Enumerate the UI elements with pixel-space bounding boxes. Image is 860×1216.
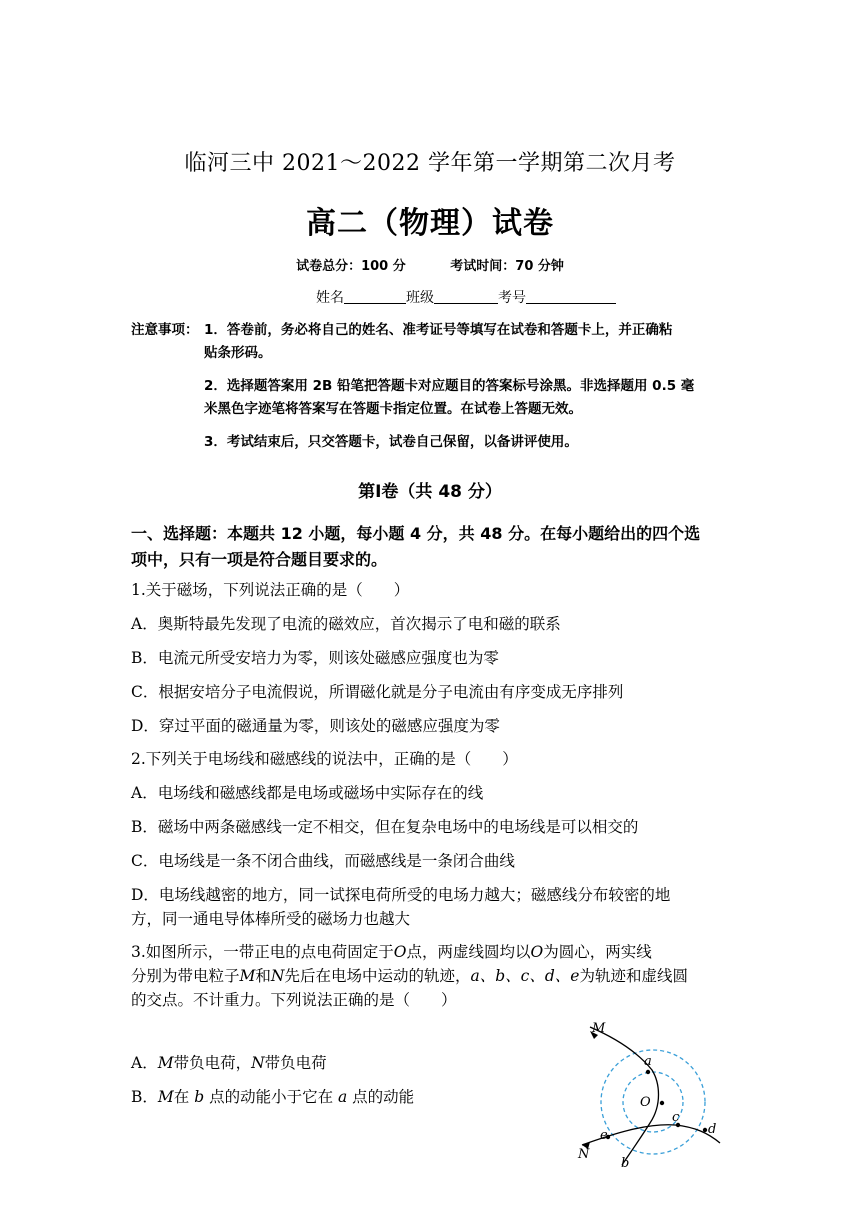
q3-var-m: M xyxy=(239,967,256,985)
q3-opt-text: B． xyxy=(131,1088,158,1106)
total-score: 试卷总分：100 分 xyxy=(296,259,406,274)
question-3-stem-line-2 xyxy=(131,963,731,989)
q3-opt-text: 点的动能 xyxy=(347,1088,415,1106)
notice-item-1-cont: 贴条形码。 xyxy=(204,345,272,361)
question-3-figure xyxy=(560,1015,740,1175)
label-d: d xyxy=(708,1122,717,1137)
question-1-option-a: A．奥斯特最先发现了电流的磁效应，首次揭示了电和磁的联系 xyxy=(131,615,561,633)
q3-opt-text: 带负电荷， xyxy=(173,1054,252,1072)
q3-var-points: a、b、c、d、e xyxy=(470,967,580,985)
label-c: c xyxy=(672,1110,680,1125)
notice-item-2-cont: 米黑色字迹笔将答案写在答题卡指定位置。在试卷上答题无效。 xyxy=(204,401,582,417)
q3-var-m: M xyxy=(157,1088,174,1106)
question-3-stem-line-1 xyxy=(131,939,731,965)
q3-text: 先后在电场中运动的轨迹， xyxy=(284,967,471,985)
question-2-option-b: B．磁场中两条磁感线一定不相交，但在复杂电场中的电场线是可以相交的 xyxy=(131,818,639,836)
q3-opt-text: 带负电荷 xyxy=(264,1054,327,1072)
q3-opt-text: 在 xyxy=(173,1088,195,1106)
number-blank[interactable] xyxy=(526,289,616,304)
q3-var-n: N xyxy=(251,1054,265,1072)
q3-var-m: M xyxy=(157,1054,174,1072)
point-a xyxy=(646,1070,650,1074)
q3-text: 分别为带电粒子 xyxy=(131,967,240,985)
notice-item-2: 2．选择题答案用 2B 铅笔把答题卡对应题目的答案标号涂黑。非选择题用 0.5 毫 xyxy=(204,378,695,394)
notice-item-1: 1．答卷前，务必将自己的姓名、准考证号等填写在试卷和答题卡上，并正确粘 xyxy=(204,322,673,338)
number-label: 考号 xyxy=(498,290,526,306)
exam-time: 考试时间：70 分钟 xyxy=(450,259,564,274)
q3-text: 点，两虚线圆均以 xyxy=(406,943,531,961)
name-blank[interactable] xyxy=(344,289,406,304)
question-2-option-a: A．电场线和磁感线都是电场或磁场中实际存在的线 xyxy=(131,784,484,802)
q3-var-o: O xyxy=(530,943,544,961)
question-2-option-d: D．电场线越密的地方，同一试探电荷所受的电场力越大；磁感线分布较密的地 xyxy=(131,886,671,904)
label-n: N xyxy=(578,1147,590,1162)
question-2-stem: 2.下列关于电场线和磁感线的说法中，正确的是（ ） xyxy=(131,750,518,768)
notice-label: 注意事项： xyxy=(131,322,199,338)
q3-var-o: O xyxy=(393,943,407,961)
q3-text: 和 xyxy=(255,967,271,985)
question-1-option-d: D．穿过平面的磁通量为零，则该处的磁感应强度为零 xyxy=(131,717,500,735)
section-title: 第Ⅰ卷（共 48 分） xyxy=(358,482,502,502)
label-b: b xyxy=(621,1156,630,1171)
q3-var-b: b xyxy=(194,1088,205,1106)
exam-subtitle: 高二（物理）试卷 xyxy=(306,206,554,241)
question-2-option-c: C．电场线是一条不闭合曲线，而磁感线是一条闭合曲线 xyxy=(131,852,515,870)
exam-meta xyxy=(0,255,860,274)
class-blank[interactable] xyxy=(434,289,498,304)
q3-var-a: a xyxy=(338,1088,348,1106)
point-o xyxy=(660,1101,664,1105)
part-one-line-1: 一、选择题：本题共 12 小题，每小题 4 分，共 48 分。在每小题给出的四个选 xyxy=(131,524,701,543)
outer-dashed-circle xyxy=(601,1050,705,1154)
question-1-stem: 1.关于磁场，下列说法正确的是（ ） xyxy=(131,581,410,599)
q3-text: 3.如图所示，一带正电的点电荷固定于 xyxy=(131,943,394,961)
label-m: M xyxy=(592,1021,606,1036)
name-label: 姓名 xyxy=(316,290,344,306)
part-one-heading xyxy=(131,521,731,573)
exam-title: 临河三中 2021～2022 学年第一学期第二次月考 xyxy=(184,151,676,176)
q3-opt-text: 点的动能小于它在 xyxy=(204,1088,338,1106)
notice-item-3: 3．考试结束后，只交答题卡，试卷自己保留，以备讲评使用。 xyxy=(204,434,578,450)
question-1-option-c: C．根据安培分子电流假说，所谓磁化就是分子电流由有序变成无序排列 xyxy=(131,683,624,701)
q3-opt-text: A． xyxy=(131,1054,158,1072)
q3-text: 为轨迹和虚线圆 xyxy=(579,967,688,985)
label-a: a xyxy=(644,1054,652,1069)
q3-var-n: N xyxy=(270,967,285,985)
part-one-line-2: 项中，只有一项是符合题目要求的。 xyxy=(131,550,388,569)
student-info-fields xyxy=(316,287,616,307)
label-e: e xyxy=(600,1128,608,1143)
label-o: O xyxy=(640,1095,651,1110)
class-label: 班级 xyxy=(406,290,434,306)
question-3-stem-line-3: 的交点。不计重力。下列说法正确的是（ ） xyxy=(131,991,457,1009)
q3-text: 为圆心，两实线 xyxy=(543,943,652,961)
point-d xyxy=(703,1128,707,1132)
question-1-option-b: B．电流元所受安培力为零，则该处磁感应强度也为零 xyxy=(131,649,499,667)
question-2-option-d-cont: 方，同一通电导体棒所受的磁场力也越大 xyxy=(131,910,411,928)
